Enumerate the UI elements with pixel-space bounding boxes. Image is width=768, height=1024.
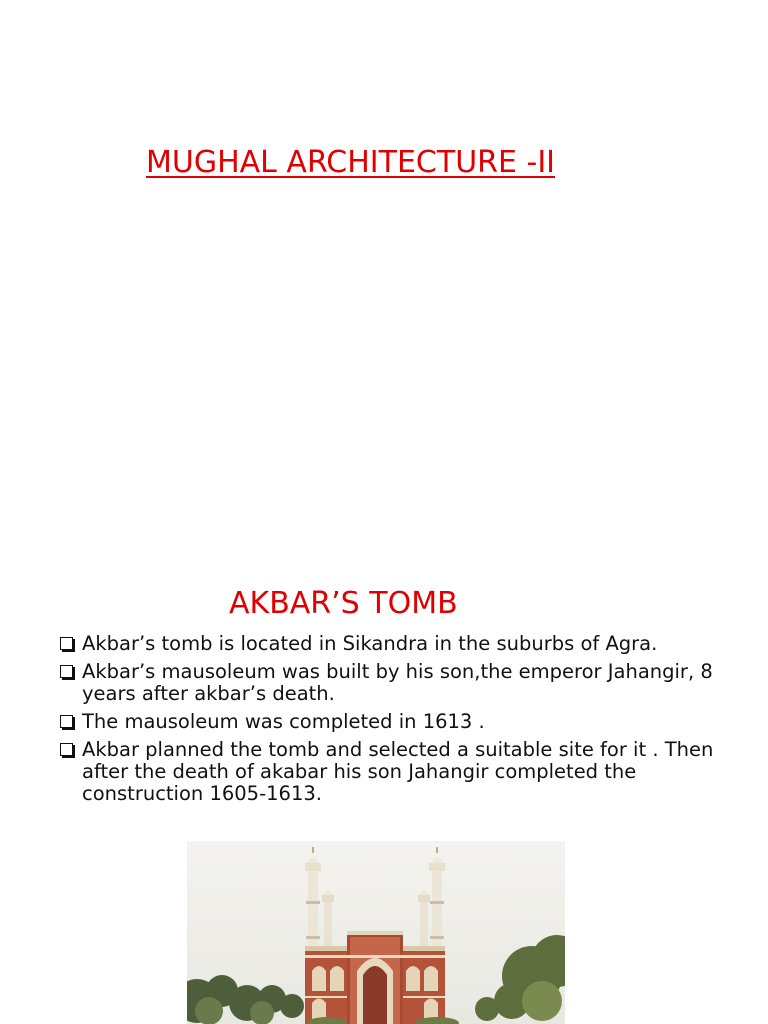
checkbox-bullet-icon — [60, 715, 73, 728]
list-item — [58, 739, 748, 805]
bullet-text: Akbar planned the tomb and selected a suitable site for it . Then after the death of akabar his son Jahangir completed the construction 1605-1613. — [82, 738, 714, 805]
bullet-list — [58, 633, 748, 811]
bullet-text: The mausoleum was completed in 1613 . — [82, 710, 485, 733]
section-heading: AKBAR’S TOMB — [229, 586, 458, 621]
bullet-text: Akbar’s tomb is located in Sikandra in the suburbs of Agra. — [82, 632, 658, 655]
tomb-gateway-photo — [187, 841, 565, 1024]
bullet-text: Akbar’s mausoleum was built by his son,the emperor Jahangir, 8 years after akbar’s death. — [82, 660, 713, 705]
checkbox-bullet-icon — [60, 637, 73, 650]
list-item — [58, 633, 748, 655]
checkbox-bullet-icon — [60, 743, 73, 756]
list-item — [58, 711, 748, 733]
list-item — [58, 661, 748, 705]
checkbox-bullet-icon — [60, 665, 73, 678]
slide-title: MUGHAL ARCHITECTURE -II — [146, 145, 556, 180]
